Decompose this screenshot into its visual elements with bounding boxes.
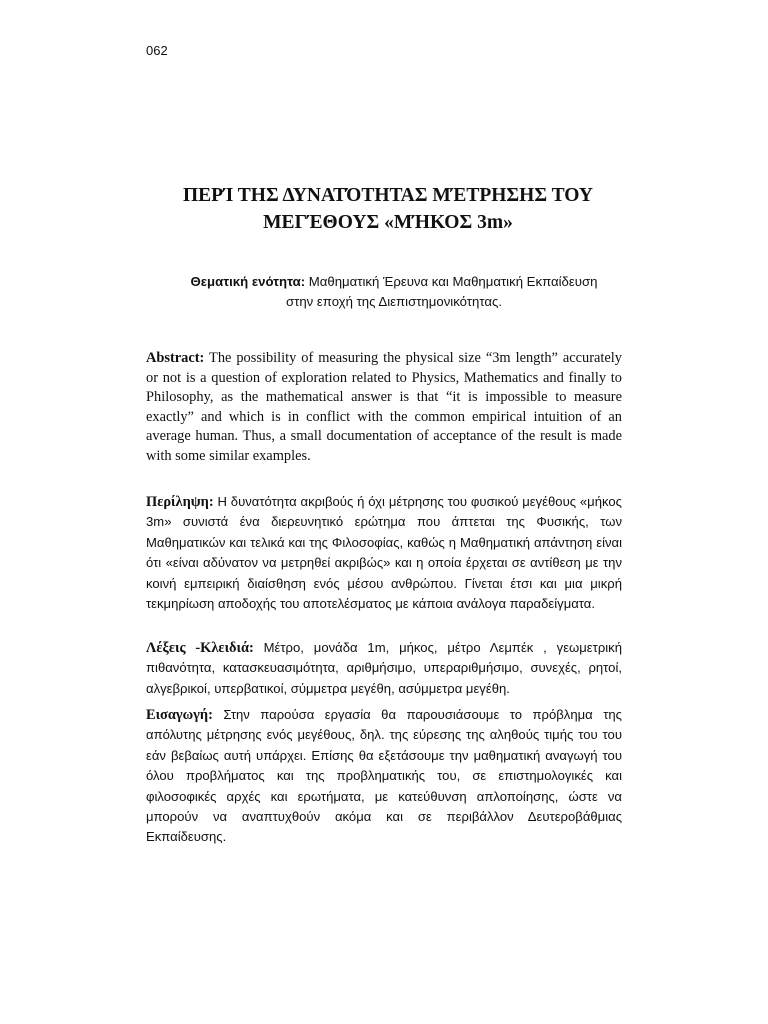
thematic-unit-text-2: στην εποχή της Διεπιστημονικότητας. (285, 294, 503, 309)
thematic-unit-line-1 (120, 272, 668, 292)
introduction-label: Εισαγωγή: (146, 707, 213, 723)
summary-label: Περίληψη: (146, 494, 214, 510)
introduction-text: Στην παρούσα εργασία θα παρουσιάσουμε το πρόβλημα της απόλυτης μέτρησης ενός μεγέθους, δηλ. της εύρεσης της αληθούς τιμής του του εάν βεβαίως αυτή υπάρχει. Επίσης θα εξετάσουμε την μαθηματική αναγωγή του όλου προβλήματος και της προβληματικής του, σε επιστημολογικές και φιλοσοφικές αρχές και ερωτήματα, με κατεύθυνση απλοποίησης, ώστε να μπορούν να αναπτυχθούν ακόμα και σε περιβάλλον Δευτεροβάθμιας Εκπαίδευσης. (146, 707, 622, 845)
summary-text: Η δυνατότητα ακριβούς ή όχι μέτρησης του φυσικού μεγέθους «μήκος 3m» συνιστά ένα διερευνητικό ερώτημα που άπτεται της Φυσικής, των Μαθηματικών και τελικά και της Φιλοσοφίας, καθώς η Μαθηματική απάντηση είναι ότι «είναι αδύνατον να μετρηθεί ακριβώς» και η οποία έρχεται σε αντίθεση με την κοινή εμπειρική διαίσθηση ενός μέσου ανθρώπου. Γίνεται έτσι και μια μικρή τεκμηρίωση αποδοχής του αποτελέσματος με κάποια ανάλογα παραδείγματα. (146, 494, 622, 612)
thematic-unit-text-1: Μαθηματική Έρευνα και Μαθηματική Εκπαίδευση (305, 274, 598, 289)
abstract-label: Abstract: (146, 350, 205, 366)
abstract-text: The possibility of measuring the physical size “3m length” accurately or not is a question of exploration related to Physics, Mathematics and finally to Philosophy, as the mathematical answer is that “it is impossible to measure exactly” and which is in conflict with the common empirical intuition of an average human. Thus, a small documentation of acceptance of the result is made with some similar examples. (146, 350, 622, 464)
keywords-paragraph (146, 638, 622, 699)
abstract-paragraph (146, 349, 622, 467)
keywords-label: Λέξεις -Κλειδιά: (146, 640, 254, 656)
title-line-1: ΠΕΡΊ ΤΗΣ ΔΥΝΑΤΌΤΗΤΑΣ ΜΈΤΡΗΣΗΣ ΤΟΥ (183, 185, 593, 206)
introduction-paragraph (146, 705, 622, 848)
thematic-unit-label: Θεματική ενότητα: (190, 274, 306, 289)
paper-title (120, 182, 656, 236)
title-line-2: ΜΕΓΈΘΟΥΣ «ΜΉΚΟΣ 3m» (263, 212, 513, 233)
page-number: 062 (146, 43, 168, 58)
thematic-unit (120, 272, 668, 312)
keywords-text: Μέτρο, μονάδα 1m, μήκος, μέτρο Λεμπέκ , γεωμετρική πιθανότητα, κατασκευασιμότητα, αριθμήσιμο, υπεραριθμήσιμο, συνεχές, ρητοί, αλγεβρικοί, υπερβατικοί, σύμμετρα μεγέθη, ασύμμετρα μεγέθη. (146, 640, 623, 696)
summary-paragraph (146, 492, 622, 614)
